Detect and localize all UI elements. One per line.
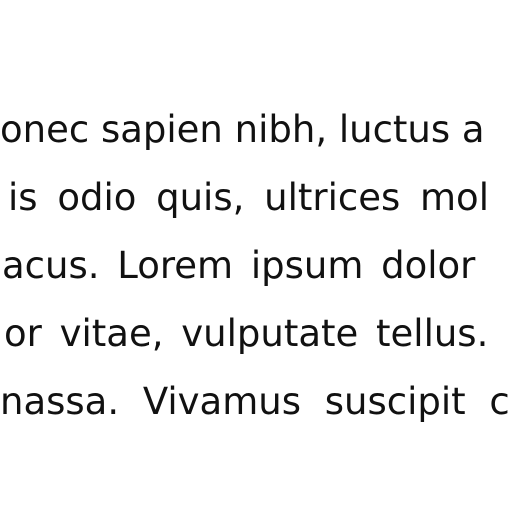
text-line-2-content: is odio quis, ultrices mol <box>8 176 489 219</box>
text-line-5-content: nassa. Vivamus suscipit c <box>0 380 510 423</box>
text-paragraph <box>0 10 512 423</box>
text-line-1-content: onec sapien nibh, luctus a <box>0 108 485 151</box>
text-line-1 <box>0 10 512 151</box>
text-line-4-content: or vitae, vulputate tellus. <box>4 312 489 355</box>
text-line-3-content: acus. Lorem ipsum dolor <box>2 244 476 287</box>
